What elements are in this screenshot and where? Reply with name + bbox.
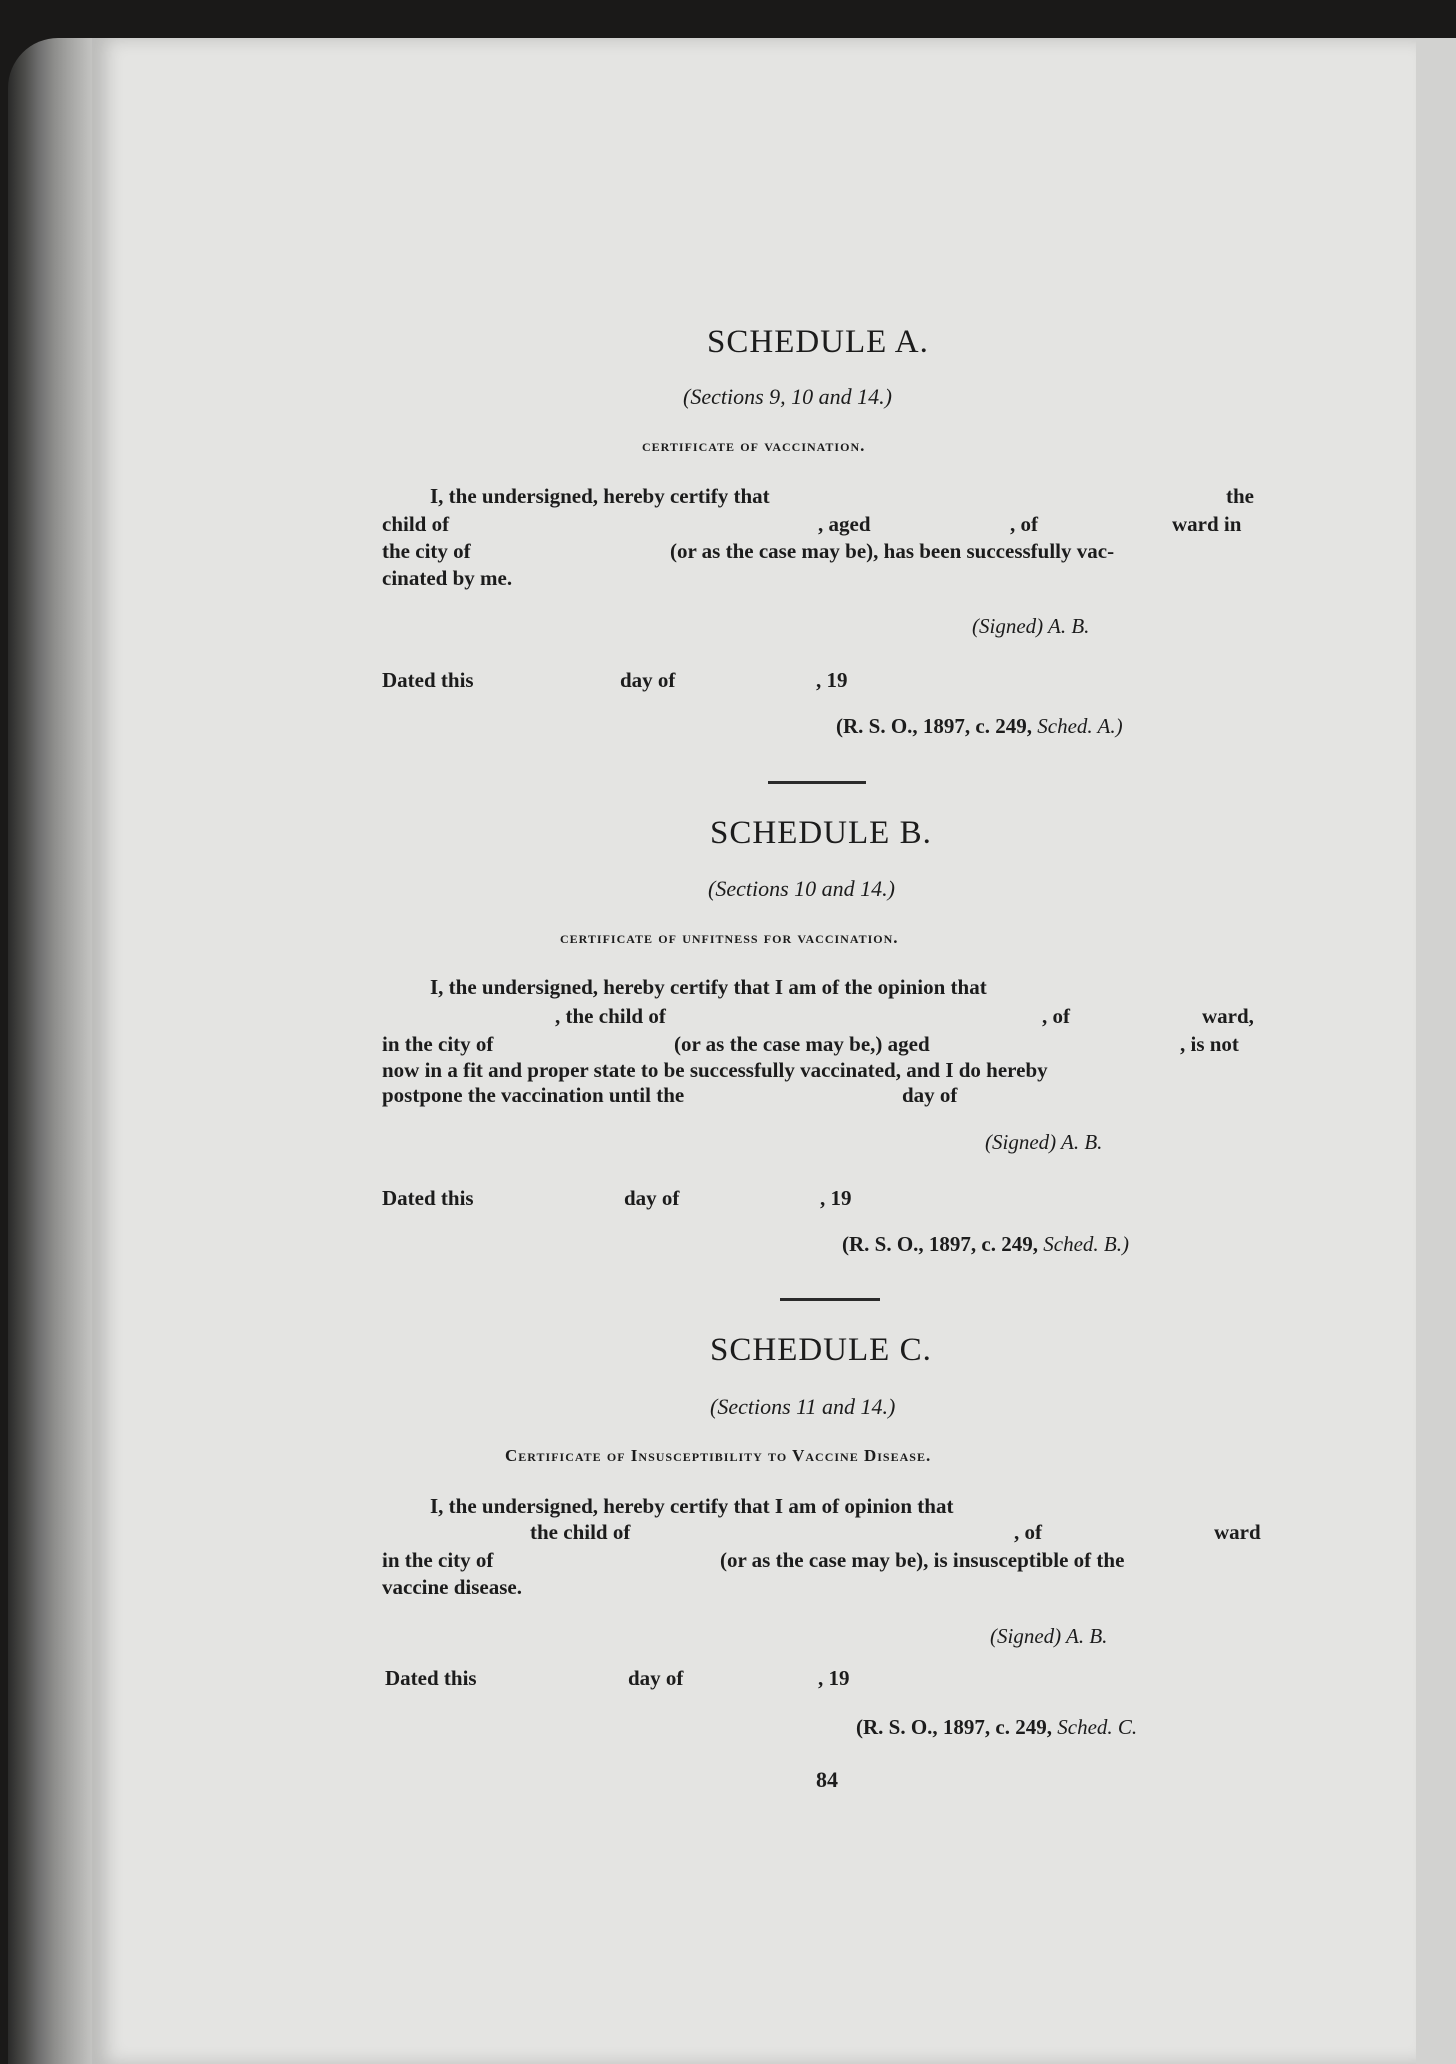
- schedule-c-line4: vaccine disease.: [382, 1575, 522, 1599]
- schedule-a-day-of: day of: [620, 668, 676, 692]
- book-page-edges: [8, 38, 100, 2064]
- schedule-b-day-of: day of: [624, 1186, 680, 1210]
- schedule-a-line1-start: I, the undersigned, hereby certify that: [430, 484, 770, 508]
- schedule-c-line3-b: (or as the case may be), is insusceptible of the: [720, 1548, 1125, 1572]
- schedule-a-statute-reference: (R. S. O., 1897, c. 249, Sched. A.): [836, 714, 1123, 738]
- section-divider: [768, 781, 866, 784]
- schedule-b-year: , 19: [820, 1186, 852, 1210]
- schedule-c-statute-reference: (R. S. O., 1897, c. 249, Sched. C.: [856, 1715, 1138, 1739]
- schedule-c-day-of: day of: [628, 1666, 684, 1690]
- schedule-a-line2-d: ward in: [1172, 512, 1242, 536]
- schedule-a-sections: (Sections 9, 10 and 14.): [683, 384, 892, 409]
- schedule-c-line3-a: in the city of: [382, 1548, 494, 1572]
- schedule-a-line4: cinated by me.: [382, 566, 513, 590]
- schedule-b-certificate-heading: certificate of unfitness for vaccination.: [560, 928, 899, 947]
- schedule-b-line4: now in a fit and proper state to be successfully vaccinated, and I do hereby: [382, 1058, 1048, 1082]
- schedule-b-dated: Dated this: [382, 1186, 474, 1210]
- schedule-a-line3-a: the city of: [382, 539, 471, 563]
- schedule-b-line2-b: , of: [1042, 1004, 1070, 1028]
- schedule-c-certificate-heading: Certificate of Insusceptibility to Vaccine Disease.: [505, 1446, 932, 1465]
- schedule-b-line3-b: (or as the case may be,) aged: [674, 1032, 930, 1056]
- schedule-a-line1-end: the: [1226, 484, 1254, 508]
- schedule-c-line2-c: ward: [1214, 1520, 1261, 1544]
- schedule-c-line2-a: the child of: [530, 1520, 631, 1544]
- schedule-b-line5-a: postpone the vaccination until the: [382, 1083, 685, 1107]
- schedule-a-dated: Dated this: [382, 668, 474, 692]
- facing-page-edge: [1416, 38, 1456, 2064]
- schedule-c-year: , 19: [818, 1666, 850, 1690]
- schedule-b-line3-a: in the city of: [382, 1032, 494, 1056]
- schedule-a-line2-c: , of: [1010, 512, 1038, 536]
- schedule-b-line3-c: , is not: [1180, 1032, 1239, 1056]
- schedule-b-sections: (Sections 10 and 14.): [708, 876, 895, 901]
- schedule-a-signature: (Signed) A. B.: [972, 614, 1090, 638]
- page-number: 84: [816, 1767, 838, 1792]
- schedule-a-certificate-heading: certificate of vaccination.: [642, 436, 866, 455]
- schedule-c-line1: I, the undersigned, hereby certify that I am of opinion that: [430, 1494, 954, 1518]
- schedule-b-signature: (Signed) A. B.: [985, 1130, 1103, 1154]
- schedule-c-title: SCHEDULE C.: [710, 1332, 932, 1368]
- schedule-c-sections: (Sections 11 and 14.): [710, 1394, 896, 1419]
- schedule-a-title: SCHEDULE A.: [707, 324, 929, 360]
- schedule-c-dated: Dated this: [385, 1666, 477, 1690]
- schedule-a-line2-a: child of: [382, 512, 450, 536]
- schedule-b-statute-reference: (R. S. O., 1897, c. 249, Sched. B.): [842, 1232, 1129, 1256]
- schedule-c-signature: (Signed) A. B.: [990, 1624, 1108, 1648]
- schedule-b-line5-b: day of: [902, 1083, 958, 1107]
- schedule-b-line2-a: , the child of: [555, 1004, 666, 1028]
- schedule-c-line2-b: , of: [1014, 1520, 1042, 1544]
- schedule-a-year: , 19: [816, 668, 848, 692]
- schedule-b-line1: I, the undersigned, hereby certify that I am of the opinion that: [430, 975, 987, 999]
- schedule-b-title: SCHEDULE B.: [710, 815, 932, 851]
- schedule-a-line3-b: (or as the case may be), has been successfully vac-: [670, 539, 1115, 563]
- section-divider: [780, 1298, 880, 1301]
- schedule-b-line2-c: ward,: [1202, 1004, 1254, 1028]
- schedule-a-line2-b: , aged: [818, 512, 871, 536]
